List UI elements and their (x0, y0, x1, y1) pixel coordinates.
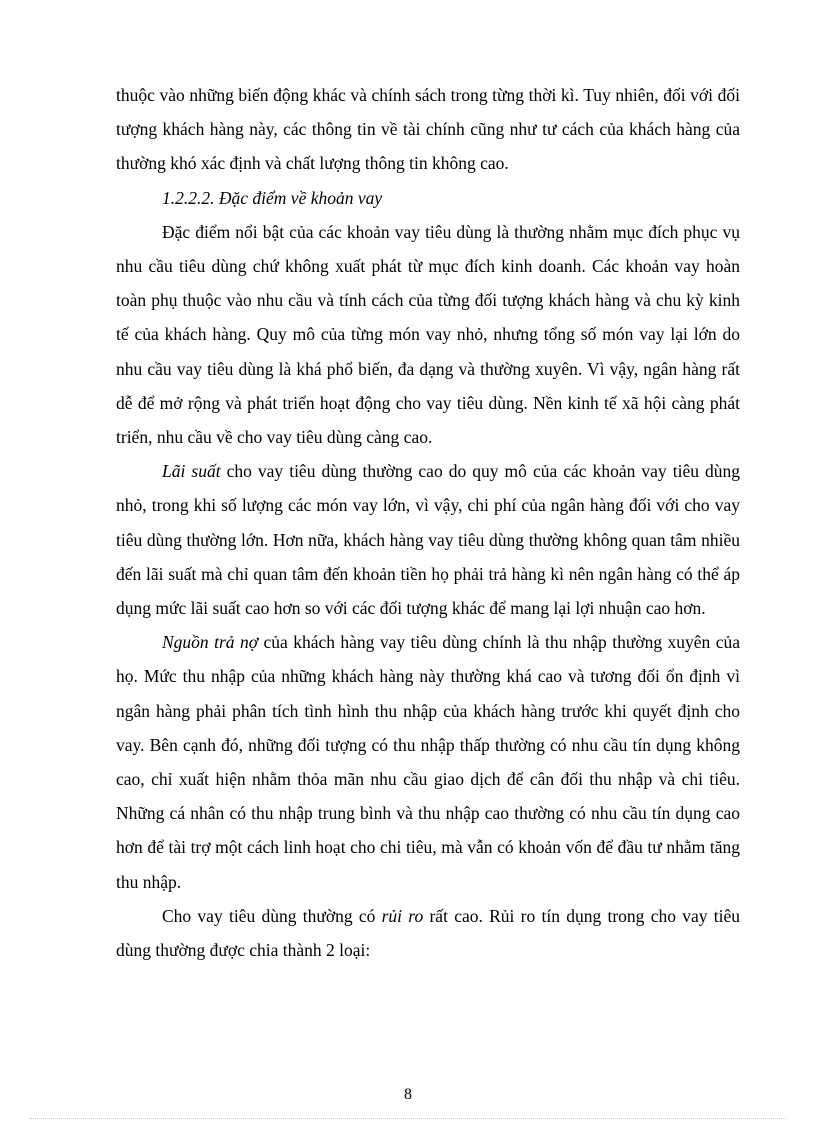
page-bottom-divider (30, 1118, 786, 1119)
page-number: 8 (404, 1086, 412, 1103)
paragraph-risk-intro: Cho vay tiêu dùng thường có (162, 905, 382, 926)
paragraph-risk (116, 899, 740, 967)
paragraph-repayment-source-text: của khách hàng vay tiêu dùng chính là thu nhập thường xuyên của họ. Mức thu nhập của những khách hàng này thường khá cao và tương đối ổn định vì ngân hàng phải phân tích tình hình thu nhập của khách hàng trước khi quyết định cho vay. Bên cạnh đó, những đối tượng có thu nhập thấp thường có nhu cầu tín dụng không cao, chỉ xuất hiện nhằm thỏa mãn nhu cầu giao dịch để cân đối thu nhập và chi tiêu. Những cá nhân có thu nhập trung bình và thu nhập cao thường có nhu cầu tín dụng cao hơn để tài trợ một cách linh hoạt cho chi tiêu, mà vẫn có khoản vốn để đầu tư nhằm tăng thu nhập. (116, 632, 740, 892)
paragraph-risk-text: rất cao. Rủi ro tín dụng trong cho vay tiêu dùng thường được chia thành 2 loại: (116, 905, 740, 961)
paragraph-repayment-source (116, 625, 740, 899)
term-interest-rate: Lãi suất (162, 461, 221, 482)
paragraph-interest-rate (116, 454, 740, 625)
term-risk: rủi ro (381, 905, 424, 926)
paragraph-interest-rate-text: cho vay tiêu dùng thường cao do quy mô của các khoản vay tiêu dùng nhỏ, trong khi số lượng các món vay lớn, vì vậy, chi phí của ngân hàng đối với cho vay tiêu dùng thường lớn. Hơn nữa, khách hàng vay tiêu dùng thường không quan tâm nhiều đến lãi suất mà chỉ quan tâm đến khoản tiền họ phải trả hàng kì nên ngân hàng có thể áp dụng mức lãi suất cao hơn so với các đối tượng khác để mang lại lợi nhuận cao hơn. (116, 461, 740, 619)
paragraph-continuation: thuộc vào những biến động khác và chính sách trong từng thời kì. Tuy nhiên, đối với đối tượng khách hàng này, các thông tin về tài chính cũng như tư cách của khách hàng của thường khó xác định và chất lượng thông tin không cao. (116, 85, 740, 174)
term-repayment-source: Nguồn trả nợ (162, 632, 259, 653)
section-heading: 1.2.2.2. Đặc điểm về khoản vay (162, 187, 383, 208)
body-text (116, 78, 740, 967)
paragraph-loan-characteristics: Đặc điểm nổi bật của các khoản vay tiêu dùng là thường nhằm mục đích phục vụ nhu cầu tiêu dùng chứ không xuất phát từ mục đích kinh doanh. Các khoản vay hoàn toàn phụ thuộc vào nhu cầu và tính cách của từng đối tượng khách hàng và chu kỳ kinh tế của khách hàng. Quy mô của từng món vay nhỏ, nhưng tổng số món vay lại lớn do nhu cầu vay tiêu dùng là khá phổ biến, đa dạng và thường xuyên. Vì vậy, ngân hàng rất dễ để mở rộng và phát triển hoạt động cho vay tiêu dùng. Nền kinh tế xã hội càng phát triển, nhu cầu về cho vay tiêu dùng càng cao. (116, 221, 740, 448)
